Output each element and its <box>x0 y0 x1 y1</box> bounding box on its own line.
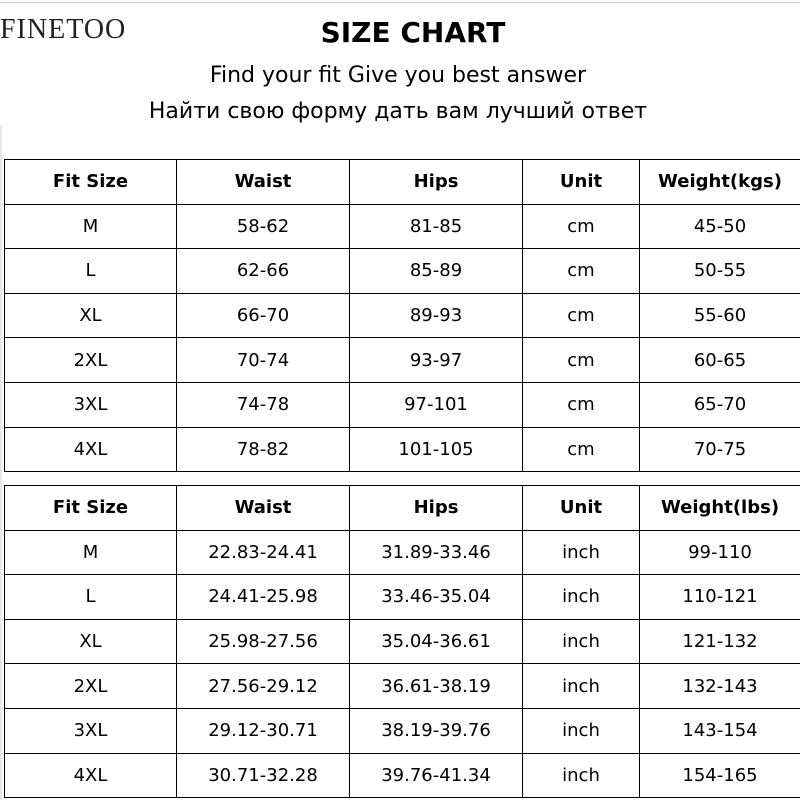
header-hips: Hips <box>350 160 523 205</box>
cell-waist: 29.12-30.71 <box>177 708 350 753</box>
cell-unit: cm <box>523 382 640 427</box>
cell-hips: 85-89 <box>350 249 523 294</box>
cell-waist: 74-78 <box>177 382 350 427</box>
table-row <box>5 753 800 798</box>
subtitle-russian: Найти свою форму дать вам лучший ответ <box>148 99 648 124</box>
metric-size-table <box>4 159 800 472</box>
cell-unit: cm <box>523 427 640 472</box>
cell-waist: 78-82 <box>177 427 350 472</box>
cell-size: M <box>5 204 177 249</box>
table-row <box>5 708 800 753</box>
cell-size: L <box>5 249 177 294</box>
cell-size: 2XL <box>5 664 177 709</box>
cell-hips: 81-85 <box>350 204 523 249</box>
header-waist: Waist <box>177 160 350 205</box>
page-title: SIZE CHART <box>320 16 506 49</box>
cell-size: L <box>5 575 177 620</box>
cell-hips: 39.76-41.34 <box>350 753 523 798</box>
cell-weight: 65-70 <box>640 382 800 427</box>
header-unit: Unit <box>523 486 640 531</box>
cell-waist: 24.41-25.98 <box>177 575 350 620</box>
header-hips: Hips <box>350 486 523 531</box>
table-row <box>5 293 800 338</box>
cell-unit: cm <box>523 249 640 294</box>
left-edge-line <box>0 125 2 800</box>
table-header-row <box>5 160 800 205</box>
table-row <box>5 338 800 383</box>
cell-hips: 97-101 <box>350 382 523 427</box>
cell-size: XL <box>5 619 177 664</box>
cell-unit: inch <box>523 575 640 620</box>
cell-hips: 35.04-36.61 <box>350 619 523 664</box>
cell-waist: 58-62 <box>177 204 350 249</box>
cell-unit: cm <box>523 293 640 338</box>
cell-size: 2XL <box>5 338 177 383</box>
cell-unit: cm <box>523 338 640 383</box>
cell-weight: 143-154 <box>640 708 800 753</box>
cell-unit: inch <box>523 619 640 664</box>
table-row <box>5 249 800 294</box>
header-weight: Weight(kgs) <box>640 160 800 205</box>
cell-hips: 36.61-38.19 <box>350 664 523 709</box>
cell-hips: 31.89-33.46 <box>350 530 523 575</box>
cell-hips: 93-97 <box>350 338 523 383</box>
cell-unit: inch <box>523 753 640 798</box>
imperial-size-table <box>4 485 800 798</box>
subtitle-english: Find your fit Give you best answer <box>209 63 587 88</box>
cell-unit: inch <box>523 530 640 575</box>
top-divider <box>0 2 800 3</box>
cell-hips: 38.19-39.76 <box>350 708 523 753</box>
table-row <box>5 204 800 249</box>
cell-weight: 55-60 <box>640 293 800 338</box>
table-row <box>5 664 800 709</box>
cell-size: 3XL <box>5 708 177 753</box>
table-header-row <box>5 486 800 531</box>
table-row <box>5 382 800 427</box>
cell-size: 3XL <box>5 382 177 427</box>
cell-size: 4XL <box>5 427 177 472</box>
cell-hips: 101-105 <box>350 427 523 472</box>
cell-weight: 45-50 <box>640 204 800 249</box>
cell-weight: 121-132 <box>640 619 800 664</box>
cell-waist: 66-70 <box>177 293 350 338</box>
cell-size: XL <box>5 293 177 338</box>
cell-waist: 70-74 <box>177 338 350 383</box>
header-unit: Unit <box>523 160 640 205</box>
cell-waist: 25.98-27.56 <box>177 619 350 664</box>
cell-waist: 62-66 <box>177 249 350 294</box>
cell-size: 4XL <box>5 753 177 798</box>
cell-hips: 89-93 <box>350 293 523 338</box>
cell-size: M <box>5 530 177 575</box>
cell-weight: 50-55 <box>640 249 800 294</box>
cell-waist: 30.71-32.28 <box>177 753 350 798</box>
header-fit-size: Fit Size <box>5 160 177 205</box>
cell-weight: 99-110 <box>640 530 800 575</box>
header-fit-size: Fit Size <box>5 486 177 531</box>
cell-weight: 110-121 <box>640 575 800 620</box>
cell-weight: 132-143 <box>640 664 800 709</box>
table-row <box>5 530 800 575</box>
table-row <box>5 619 800 664</box>
brand-logo: FINETOO <box>0 14 127 45</box>
header-weight: Weight(lbs) <box>640 486 800 531</box>
cell-weight: 70-75 <box>640 427 800 472</box>
cell-waist: 27.56-29.12 <box>177 664 350 709</box>
header-waist: Waist <box>177 486 350 531</box>
table-row <box>5 575 800 620</box>
table-row <box>5 427 800 472</box>
cell-waist: 22.83-24.41 <box>177 530 350 575</box>
cell-unit: cm <box>523 204 640 249</box>
cell-unit: inch <box>523 708 640 753</box>
cell-weight: 154-165 <box>640 753 800 798</box>
cell-weight: 60-65 <box>640 338 800 383</box>
cell-hips: 33.46-35.04 <box>350 575 523 620</box>
cell-unit: inch <box>523 664 640 709</box>
